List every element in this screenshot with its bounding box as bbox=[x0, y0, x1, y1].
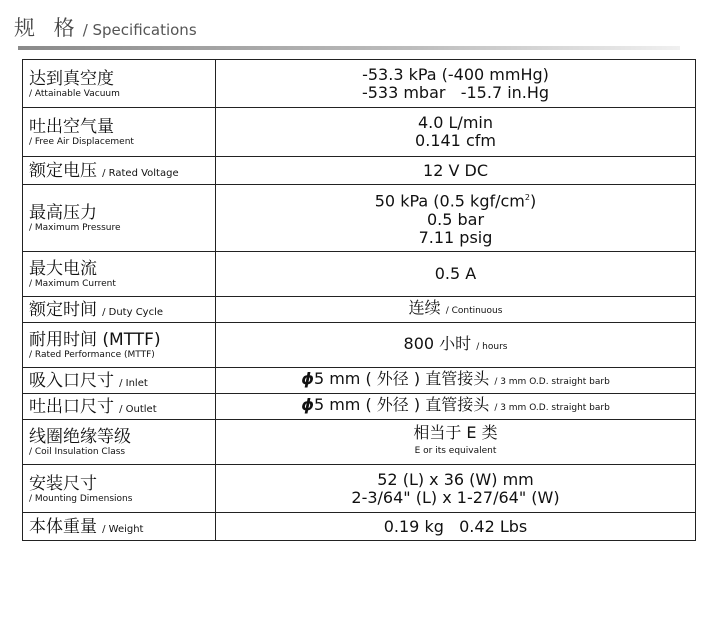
spec-label bbox=[23, 420, 216, 465]
pressure-kpa: 50 kPa (0.5 kgf/cm bbox=[374, 191, 525, 211]
page-header bbox=[14, 12, 197, 42]
value-english: E or its equivalent bbox=[414, 446, 497, 456]
label-chinese: 最高压力 bbox=[29, 203, 97, 223]
value-english: / 3 mm O.D. straight barb bbox=[494, 403, 610, 413]
value-main: 5 mm ( 外径 ) 直管接头 bbox=[313, 369, 490, 388]
value-main: 5 mm ( 外径 ) 直管接头 bbox=[313, 395, 490, 414]
value-line: 4.0 L/min bbox=[417, 113, 493, 132]
table-row bbox=[23, 252, 696, 297]
spec-label bbox=[23, 394, 216, 420]
label-chinese: 安装尺寸 bbox=[29, 473, 97, 494]
label-english: / Maximum Current bbox=[29, 279, 116, 289]
label-english: / Coil Insulation Class bbox=[29, 447, 126, 457]
table-row bbox=[23, 60, 696, 108]
spec-label bbox=[23, 108, 216, 157]
spec-value bbox=[216, 394, 696, 420]
spec-label bbox=[23, 297, 216, 323]
value-main: 800 小时 bbox=[403, 333, 472, 353]
value-line: 0.19 kg 0.42 Lbs bbox=[383, 516, 528, 536]
value-line: -533 mbar -15.7 in.Hg bbox=[361, 82, 550, 102]
value-english: / Continuous bbox=[445, 306, 503, 316]
spec-value bbox=[216, 157, 696, 185]
spec-value bbox=[216, 368, 696, 394]
spec-value bbox=[216, 465, 696, 513]
spec-value bbox=[216, 108, 696, 157]
value-line: 12 V DC bbox=[423, 160, 488, 180]
value-line: -53.3 kPa (-400 mmHg) bbox=[362, 64, 549, 84]
table-row bbox=[23, 157, 696, 185]
spec-value bbox=[216, 323, 696, 368]
label-chinese: 耐用时间 (MTTF) bbox=[29, 330, 161, 350]
phi-symbol: ϕ bbox=[301, 395, 314, 414]
spec-value bbox=[216, 513, 696, 541]
label-english: / Rated Voltage bbox=[102, 167, 179, 179]
label-english: / Rated Performance (MTTF) bbox=[29, 350, 155, 360]
label-english: / Attainable Vacuum bbox=[29, 88, 120, 99]
title-chinese: 规 格 bbox=[14, 16, 81, 40]
superscript: 2 bbox=[524, 193, 530, 203]
spec-label bbox=[23, 368, 216, 394]
table-row bbox=[23, 185, 696, 252]
label-chinese: 额定电压 bbox=[29, 160, 97, 181]
spec-label bbox=[23, 185, 216, 252]
label-chinese: 本体重量 bbox=[29, 516, 97, 537]
table-row bbox=[23, 513, 696, 541]
closing-paren: ) bbox=[529, 191, 537, 211]
spec-label bbox=[23, 252, 216, 297]
value-line: 0.141 cfm bbox=[415, 131, 496, 150]
label-english: / Outlet bbox=[119, 403, 157, 415]
spec-label bbox=[23, 60, 216, 108]
spec-label bbox=[23, 157, 216, 185]
spec-value bbox=[216, 420, 696, 465]
spec-value bbox=[216, 252, 696, 297]
table-row bbox=[23, 394, 696, 420]
label-english: / Free Air Displacement bbox=[29, 137, 134, 147]
label-chinese: 吐出口尺寸 bbox=[29, 396, 114, 417]
table-row bbox=[23, 368, 696, 394]
label-english: / Inlet bbox=[119, 377, 148, 389]
label-english: / Mounting Dimensions bbox=[29, 493, 133, 504]
label-chinese: 线圈绝缘等级 bbox=[29, 427, 131, 447]
spec-value bbox=[216, 297, 696, 323]
table-row bbox=[23, 297, 696, 323]
label-chinese: 吸入口尺寸 bbox=[29, 370, 114, 391]
header-divider bbox=[18, 46, 680, 50]
label-chinese: 最大电流 bbox=[29, 259, 97, 279]
value-line: 7.11 psig bbox=[418, 227, 493, 247]
spec-value bbox=[216, 60, 696, 108]
spec-label bbox=[23, 513, 216, 541]
spec-label bbox=[23, 323, 216, 368]
value-line: 0.5 A bbox=[434, 264, 477, 283]
value-main: 相当于 E 类 bbox=[413, 423, 498, 442]
phi-symbol: ϕ bbox=[301, 369, 314, 388]
label-english: / Duty Cycle bbox=[102, 306, 164, 318]
value-english: / hours bbox=[476, 341, 508, 352]
spec-label bbox=[23, 465, 216, 513]
value-line: 52 (L) x 36 (W) mm bbox=[377, 469, 534, 489]
label-english: / Weight bbox=[102, 523, 144, 535]
value-main: 连续 bbox=[408, 298, 441, 317]
table-row bbox=[23, 420, 696, 465]
value-line: 0.5 bar bbox=[426, 209, 485, 229]
value-line bbox=[222, 189, 689, 210]
specifications-table bbox=[22, 59, 696, 541]
table-row bbox=[23, 465, 696, 513]
label-chinese: 达到真空度 bbox=[29, 68, 114, 89]
value-english: / 3 mm O.D. straight barb bbox=[494, 377, 610, 387]
value-line: 2-3/64" (L) x 1-27/64" (W) bbox=[351, 487, 560, 507]
table-row bbox=[23, 108, 696, 157]
label-english: / Maximum Pressure bbox=[29, 223, 121, 233]
label-chinese: 额定时间 bbox=[29, 299, 97, 320]
spec-value bbox=[216, 185, 696, 252]
table-row bbox=[23, 323, 696, 368]
label-chinese: 吐出空气量 bbox=[29, 117, 114, 137]
title-english: / Specifications bbox=[82, 21, 197, 39]
